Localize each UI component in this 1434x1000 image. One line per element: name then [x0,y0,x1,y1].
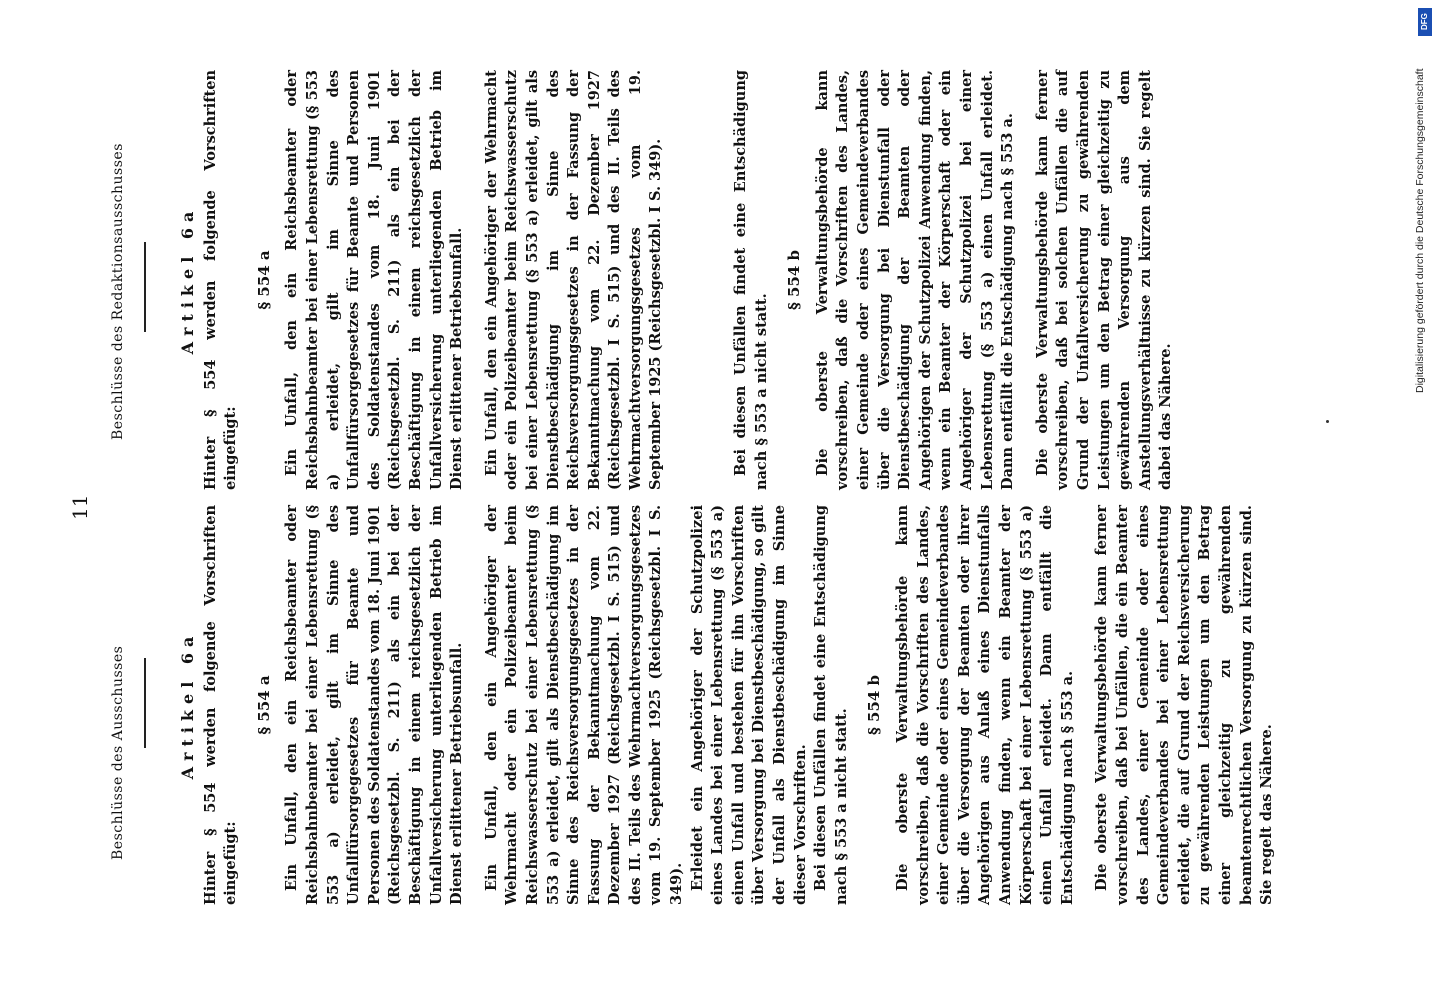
paragraph: Bei diesen Unfällen findet eine Entschädigung nach § 553 a nicht statt. [732,70,770,490]
section-heading-554b: § 554 b [865,674,884,736]
paragraph: Bei diesen Unfällen findet eine Entschädigung nach § 553 a nicht statt. [812,505,850,905]
page-number: 11 [68,494,92,520]
section-heading-554b: § 554 b [785,249,804,311]
digitization-note: Digitalisierung gefördert durch die Deutsche Forschungsgemeinschaft [1414,68,1426,393]
header-left-column: Beschlüsse des Ausschusses [110,645,126,860]
paragraph: Die oberste Verwaltungsbehörde kann ferner vorschreiben, daß bei solchen Unfällen die auf Grund der Unfallversicherung zu gewährenden Leistungen um den Betrag einer gleichzeitig zu gewährenden Versorgung aus dem Anstellungsverhältnisse zu kürzen sind. Sie regelt dabei das Nähere. [1033,70,1175,490]
article-intro: Hinter § 554 werden folgende Vorschriften eingefügt: [201,70,240,490]
dfg-logo: DFG [1418,8,1432,36]
article-intro: Hinter § 554 werden folgende Vorschriften eingefügt: [201,505,240,905]
paragraph: Erleidet ein Angehöriger der Schutzpolizei eines Landes bei einer Lebensrettung (§ 553 a) einen Unfall und bestehen für ihn Vorschriften über Versorgung bei Dienstbeschädigung, so gilt der Unfall als Dienstbeschädigung im Sinne dieser Vorschriften. [688,505,809,905]
paragraph: Die oberste Verwaltungsbehörde kann ferner vorschreiben, daß bei Unfällen, die ein Beamter des Landes, einer Gemeinde oder eines Gemeindeverbandes bei einer Lebensrettung erleidet, die auf Grund der Reichsversicherung zu gewährenden Leistungen um den Betrag einer gleichzeitig zu gewährenden beamtenrechtlichen Versorgung zu kürzen sind. Sie regelt das Nähere. [1093,505,1276,905]
scan-speck [1326,420,1329,423]
paragraph: Die oberste Verwaltungsbehörde kann vorschreiben, daß die Vorschriften des Landes, einer Gemeinde oder eines Gemeindeverbandes über die Versorgung der Beamten oder ihrer Angehörigen aus Anlaß eines Dienstunfalls Anwendung finden, wenn ein Beamter der Körperschaft bei einer Lebensrettung (§ 553 a) einen Unfall erleidet. Dann entfällt die Entschädigung nach § 553 a. [894,505,1076,905]
header-right-column: Beschlüsse des Redaktionsausschusses [110,143,126,440]
section-heading-554a: § 554 a [254,250,273,310]
paragraph: Ein Unfall, den ein Reichsbeamter oder Reichsbahnbeamter bei einer Lebensrettung (§ 553 a) erleidet, gilt im Sinne des Unfallfürsorgegesetzes für Beamte und Personen des Soldatenstandes vom 18. Juni 1901 (Reichsgesetzbl. S. 211) als ein bei der Beschäftigung in einem reichsgesetzlich der Unfallversicherung unterliegenden Betrieb im Dienst erlittener Betriebsunfall. [283,505,466,905]
right-text-column [178,70,1298,490]
left-text-column [178,505,1298,905]
paragraph: Die oberste Verwaltungsbehörde kann vorschreiben, daß die Vorschriften des Landes, einer Gemeinde oder eines Gemeindeverbandes über die Versorgung bei Dienstunfall oder Dienstbeschädigung der Beamten oder Angehörigen der Schutzpolizei Anwendung finden, wenn ein Beamter der Körperschaft oder ein Angehöriger der Schutzpolizei bei einer Lebensrettung (§ 553 a) einen Unfall erleidet. Dann entfällt die Entschädigung nach § 553 a. [813,70,1017,490]
paragraph: Ein Unfall, den ein Angehöriger der Wehrmacht oder ein Polizeibeamter beim Reichswasserschutz bei einer Lebensrettung (§ 553 a) erleidet, gilt als Dienstbeschädigung im Sinne des Reichsversorgungsgesetzes in der Fassung der Bekanntmachung vom 22. Dezember 1927 (Reichsgesetzbl. I S. 515) und des II. Teils des Wehrmachtversorgungsgesetzes vom 19. September 1925 (Reichsgesetzbl. I S. 349). [482,70,665,490]
header-divider-right [144,242,146,332]
article-heading: Artikel 6a [178,205,197,355]
paragraph: Ein Unfall, den ein Reichsbeamter oder Reichsbahnbeamter bei einer Lebensrettung (§ 553 a) erleidet, gilt im Sinne des Unfallfürsorgegesetzes für Beamte und Personen des Soldatenstandes vom 18. Juni 1901 (Reichsgesetzbl. S. 211) als ein bei der Beschäftigung in einem reichsgesetzlich der Unfallversicherung unterliegenden Betrieb im Dienst erlittener Betriebsunfall. [283,70,466,490]
section-heading-554a: § 554 a [254,675,273,735]
article-heading: Artikel 6a [178,630,197,780]
paragraph: Ein Unfall, den ein Angehöriger der Wehrmacht oder ein Polizeibeamter beim Reichswasserschutz bei einer Lebensrettung (§ 553 a) erleidet, gilt als Dienstbeschädigung im Sinne des Reichsversorgungsgesetzes in der Fassung der Bekanntmachung vom 22. Dezember 1927 (Reichsgesetzbl. I S. 515) und des II. Teils des Wehrmachtversorgungsgesetzes vom 19. September 1925 (Reichsgesetzbl. I S. 349). [482,505,686,905]
header-divider-left [144,658,146,748]
